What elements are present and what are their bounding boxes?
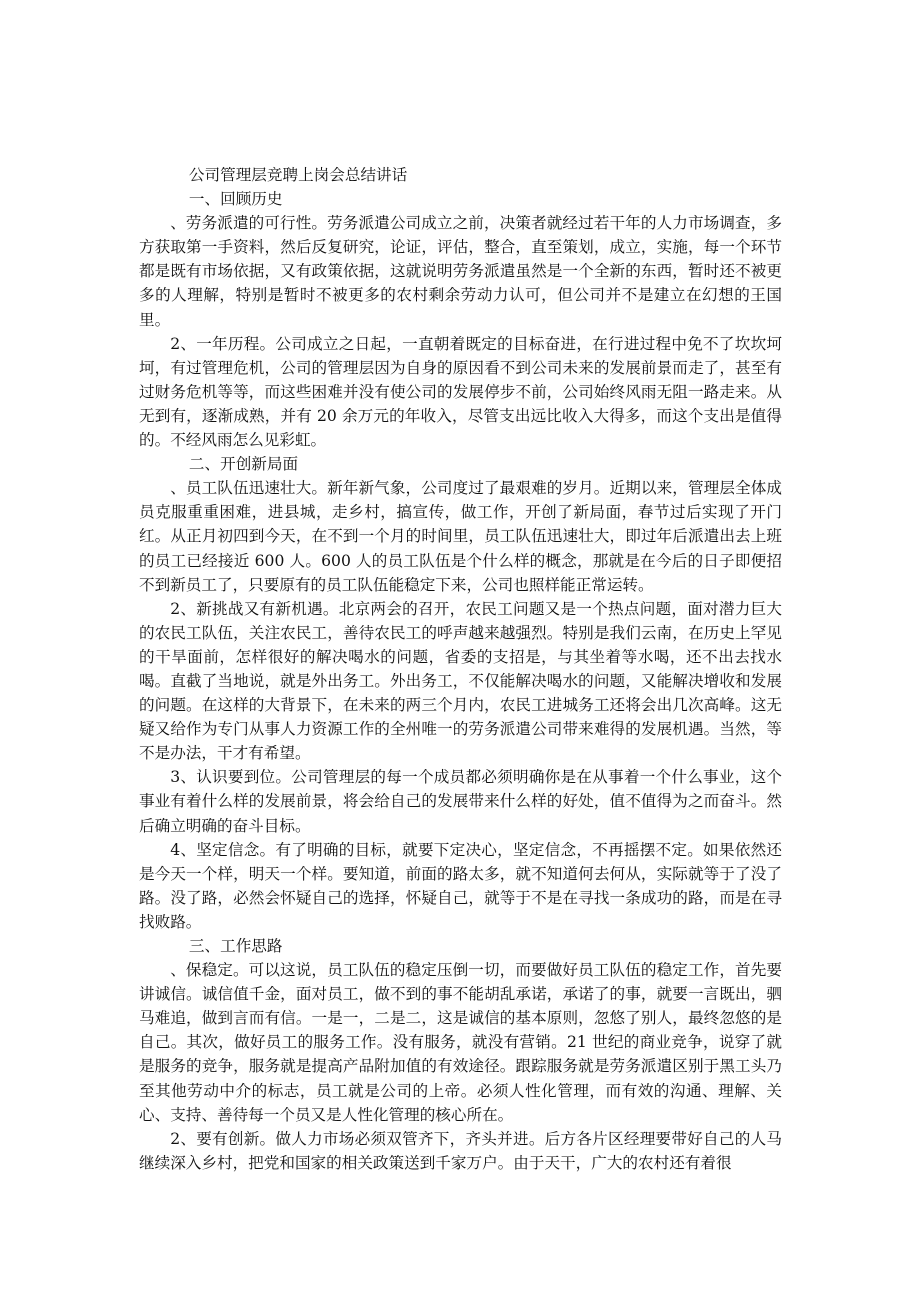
paragraph: 、员工队伍迅速壮大。新年新气象，公司度过了最艰难的岁月。近期以来，管理层全体成员克服重重困难，进县城，走乡村，搞宣传，做工作，开创了新局面，春节过后实现了开门红。从正月初四到今天，在不到一个月的时间里，员工队伍迅速壮大，即过年后派遣出去上班的员工已经接近 600 人。600 人的员工队伍是个什么样的概念，那就是在今后的日子即便招不到新员工了，只要原有的员工队伍能稳定下来，公司也照样能正常运转。	[139, 479, 782, 594]
paragraph: 2、一年历程。公司成立之日起，一直朝着既定的目标奋进，在行进过程中免不了坎坎坷坷，有过管理危机，公司的管理层因为自身的原因看不到公司未来的发展前景而走了，甚至有过财务危机等等，而这些困难并没有使公司的发展停步不前，公司始终风雨无阻一路走来。从无到有，逐渐成熟，并有 20 余万元的年收入，尽管支出远比收入大得多，而这个支出是值得的。不经风雨怎么见彩虹。	[139, 334, 782, 450]
section-heading-3: 三、工作思路	[188, 937, 283, 955]
paragraph: 、劳务派遣的可行性。劳务派遣公司成立之前，决策者就经过若干年的人力市场调查，多方获取第一手资料，然后反复研究，论证，评估，整合，直至策划，成立，实施，每一个环节都是既有市场依据，又有政策依据，这就说明劳务派遣虽然是一个全新的东西，暂时还不被更多的人理解，特别是暂时不被更多的农村剩余劳动力认可，但公司并不是建立在幻想的王国里。	[139, 214, 782, 329]
section-heading-1: 一、回顾历史	[188, 190, 283, 209]
paragraph: 2、要有创新。做人力市场必须双管齐下，齐头并进。后方各片区经理要带好自己的人马继续深入乡村，把党和国家的相关政策送到千家万户。由于天干，广大的农村还有着很	[139, 1129, 782, 1172]
section-heading-2: 二、开创新局面	[188, 455, 299, 474]
paragraph: 3、认识要到位。公司管理层的每一个成员都必须明确你是在从事着一个什么事业，这个事业有着什么样的发展前景，将会给自己的发展带来什么样的好处，值不值得为之而奋斗。然后确立明确的奋斗目标。	[139, 768, 782, 835]
paragraph: 2、新挑战又有新机遇。北京两会的召开，农民工问题又是一个热点问题，面对潜力巨大的农民工队伍，关注农民工，善待农民工的呼声越来越强烈。特别是我们云南，在历史上罕见的干旱面前，怎样很好的解决喝水的问题，省委的支招是，与其坐着等水喝，还不出去找水喝。直截了当地说，就是外出务工。外出务工，不仅能解决喝水的问题，又能解决增收和发展的问题。在这样的大背景下，在未来的两三个月内，农民工进城务工还将会出几次高峰。这无疑又给作为专门从事人力资源工作的全州唯一的劳务派遣公司带来难得的发展机遇。当然，等不是办法，干才有希望。	[139, 599, 782, 763]
document-title: 公司管理层竞聘上岗会总结讲话	[188, 166, 408, 184]
document-body	[139, 163, 782, 1175]
paragraph: 4、坚定信念。有了明确的目标，就要下定决心，坚定信念，不再摇摆不定。如果依然还是今天一个样，明天一个样。要知道，前面的路太多，就不知道何去何从，实际就等于了没了路。没了路，必然会怀疑自己的选择，怀疑自己，就等于不是在寻找一条成功的路，而是在寻找败路。	[139, 840, 782, 931]
paragraph: 、保稳定。可以这说，员工队伍的稳定压倒一切，而要做好员工队伍的稳定工作，首先要讲诚信。诚信值千金，面对员工，做不到的事不能胡乱承诺，承诺了的事，就要一言既出，驷马难追，做到言而有信。一是一，二是二，这是诚信的基本原则，忽悠了别人，最终忽悠的是自己。其次，做好员工的服务工作。没有服务，就没有营销。21 世纪的商业竞争，说穿了就是服务的竞争，服务就是提高产品附加值的有效途径。跟踪服务就是劳务派遣区别于黑工头乃至其他劳动中介的标志，员工就是公司的上帝。必须人性化管理，而有效的沟通、理解、关心、支持、善待每一个员又是人性化管理的核心所在。	[139, 961, 782, 1124]
